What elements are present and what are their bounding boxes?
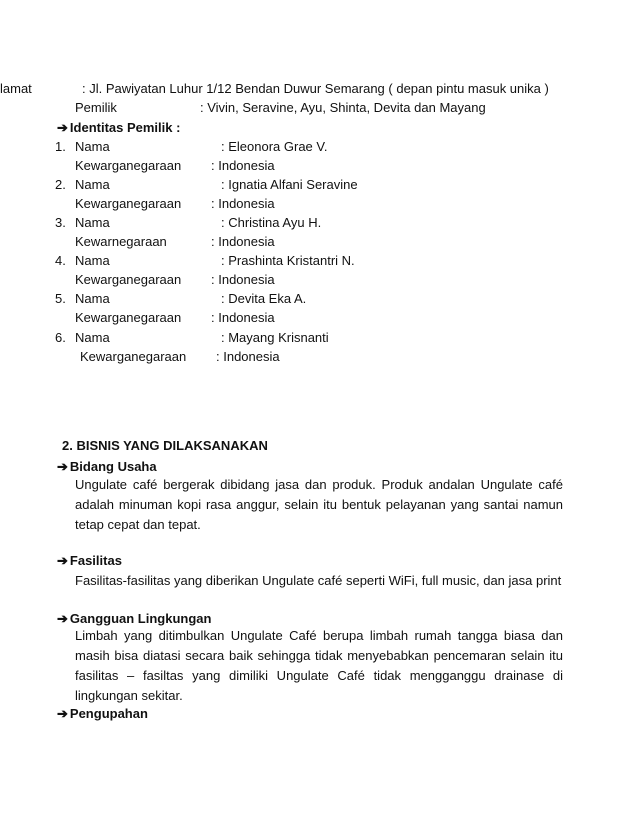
owner-nama-label: Nama [75, 253, 110, 268]
owner-kewarganegaraan-value: : Indonesia [216, 349, 280, 364]
owner-kewarganegaraan-label: Kewarnegaraan [75, 234, 167, 249]
owner-nama-label: Nama [75, 139, 110, 154]
owner-nama-label: Nama [75, 177, 110, 192]
owner-kewarganegaraan-label: Kewarganegaraan [75, 310, 182, 325]
bidang-usaha-heading-text: Bidang Usaha [69, 459, 157, 474]
owner-kewarganegaraan-value: : Indonesia [211, 158, 275, 173]
owner-number: 5. [55, 291, 66, 306]
owner-kewarganegaraan-value: : Indonesia [211, 272, 275, 287]
owner-kewarganegaraan-label: Kewarganegaraan [75, 196, 182, 211]
fasilitas-heading [57, 553, 122, 569]
fasilitas-heading-text: Fasilitas [69, 553, 122, 568]
identitas-heading-text: Identitas Pemilik : [69, 120, 181, 135]
alamat-value: : Jl. Pawiyatan Luhur 1/12 Bendan Duwur Semarang ( depan pintu masuk unika ) [82, 81, 549, 96]
pengupahan-heading [57, 706, 148, 722]
owner-kewarganegaraan-value: : Indonesia [211, 310, 275, 325]
pemilik-value: : Vivin, Seravine, Ayu, Shinta, Devita dan Mayang [200, 100, 486, 115]
alamat-label: lamat [0, 81, 32, 96]
owner-kewarganegaraan-label: Kewarganegaraan [75, 158, 182, 173]
arrow-right-icon: ➔ [57, 706, 68, 721]
owner-number: 3. [55, 215, 66, 230]
owner-nama-label: Nama [75, 291, 110, 306]
owner-kewarganegaraan-label: Kewarganegaraan [75, 272, 182, 287]
owner-nama-value: : Christina Ayu H. [221, 215, 322, 230]
owner-nama-value: : Mayang Krisnanti [221, 330, 329, 345]
bidang-usaha-heading [57, 459, 157, 475]
gangguan-heading [57, 611, 211, 627]
pemilik-label: Pemilik [75, 100, 117, 115]
owner-number: 1. [55, 139, 66, 154]
pengupahan-heading-text: Pengupahan [69, 706, 148, 721]
identitas-heading [57, 120, 180, 136]
arrow-right-icon: ➔ [57, 120, 68, 135]
owner-number: 4. [55, 253, 66, 268]
arrow-right-icon: ➔ [57, 459, 68, 474]
owner-number: 6. [55, 330, 66, 345]
arrow-right-icon: ➔ [57, 553, 68, 568]
owner-nama-label: Nama [75, 215, 110, 230]
owner-kewarganegaraan-label: Kewarganegaraan [80, 349, 187, 364]
section-heading-bisnis: 2. BISNIS YANG DILAKSANAKAN [62, 438, 268, 453]
fasilitas-text: Fasilitas-fasilitas yang diberikan Ungulate café seperti WiFi, full music, dan jasa print [75, 573, 562, 588]
owner-nama-value: : Eleonora Grae V. [221, 139, 328, 154]
gangguan-heading-text: Gangguan Lingkungan [69, 611, 212, 626]
owner-nama-value: : Devita Eka A. [221, 291, 307, 306]
bidang-usaha-text: Ungulate café bergerak dibidang jasa dan produk. Produk andalan Ungulate café adalah minuman kopi rasa anggur, selain itu bentuk pelayanan yang santai namun tetap cepat dan tepat. [75, 477, 563, 532]
owner-number: 2. [55, 177, 66, 192]
owner-nama-value: : Prashinta Kristantri N. [221, 253, 355, 268]
owner-kewarganegaraan-value: : Indonesia [211, 234, 275, 249]
owner-nama-label: Nama [75, 330, 110, 345]
owner-kewarganegaraan-value: : Indonesia [211, 196, 275, 211]
gangguan-text: Limbah yang ditimbulkan Ungulate Café berupa limbah rumah tangga biasa dan masih bisa diatasi secara baik sehingga tidak menyebabkan pencemaran selain itu fasilitas – fasiltas yang dimiliki Ungulate Café tidak mengganggu drainase di lingkungan sekitar. [75, 628, 563, 703]
arrow-right-icon: ➔ [57, 611, 68, 626]
owner-nama-value: : Ignatia Alfani Seravine [221, 177, 358, 192]
